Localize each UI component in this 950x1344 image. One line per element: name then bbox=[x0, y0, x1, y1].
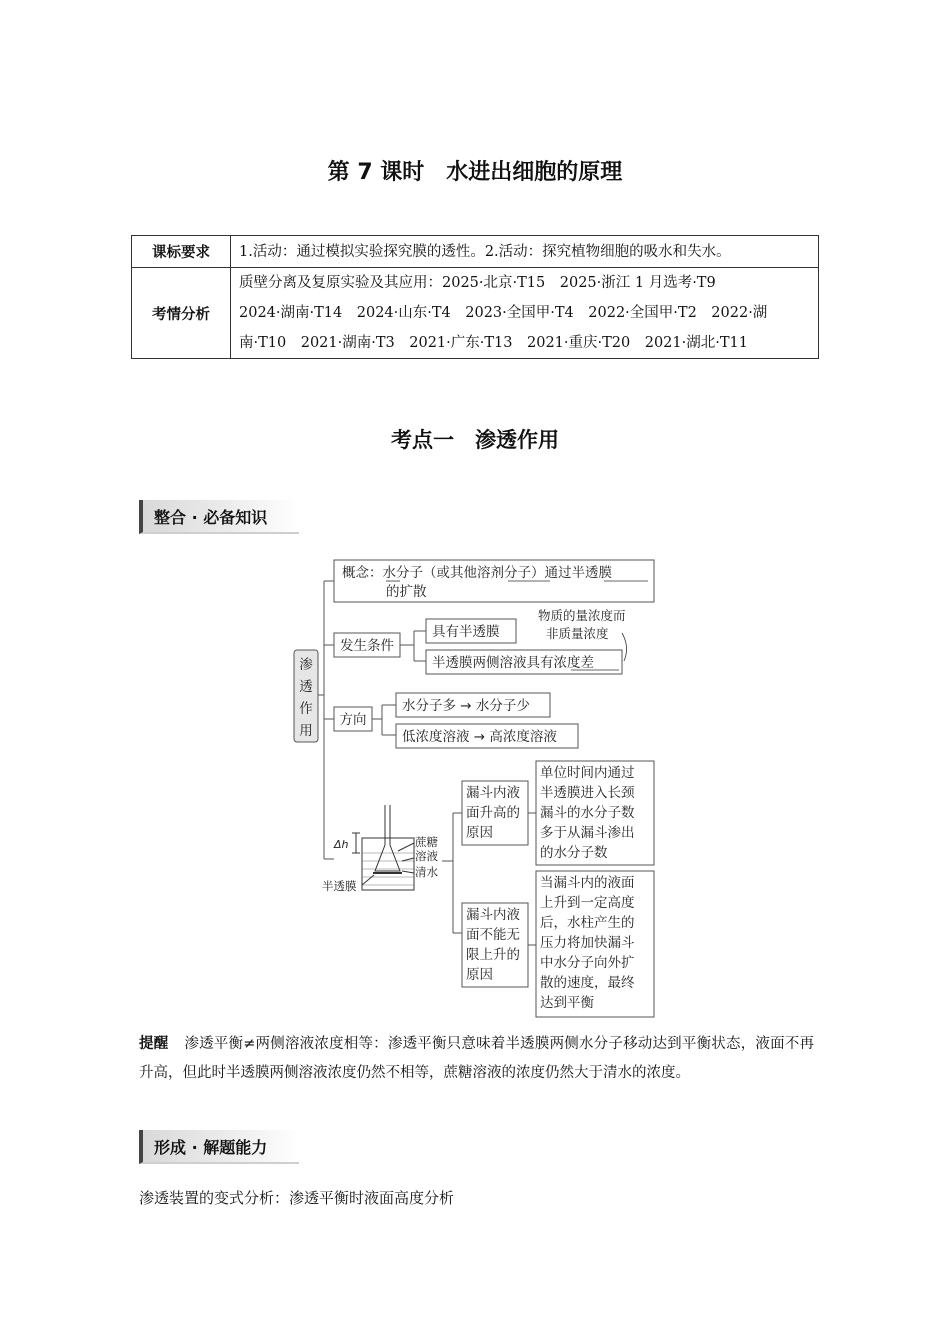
reason-stop-a-line: 上升到一定高度 bbox=[540, 895, 635, 911]
sucrose-label: 蔗糖 bbox=[415, 835, 438, 849]
section-tab-knowledge bbox=[139, 500, 299, 534]
reason-stop-a-line: 达到平衡 bbox=[540, 995, 594, 1011]
reason-rise-q-line: 原因 bbox=[466, 825, 493, 841]
row-content-analysis bbox=[231, 268, 819, 359]
reason-rise-q-line: 面升高的 bbox=[466, 805, 520, 821]
reminder-text: 渗透平衡≠两侧溶液浓度相等：渗透平衡只意味着半透膜两侧水分子移动达到平衡状态，液面不再升高，但此时半透膜两侧溶液浓度仍然不相等，蔗糖溶液的浓度仍然大于清水的浓度。 bbox=[139, 1036, 814, 1081]
analysis-line: 2024·湖南·T14 2024·山东·T4 2023·全国甲·T4 2022·全国甲·T2 2022·湖 bbox=[239, 305, 768, 321]
reason-rise-a-line: 半透膜进入长颈 bbox=[540, 785, 635, 801]
osmosis-concept-map bbox=[290, 555, 670, 1025]
row-label-curriculum: 课标要求 bbox=[132, 236, 231, 268]
tab-label: 形成 · 解题能力 bbox=[154, 1138, 268, 1157]
reason-stop-a-line: 散的速度，最终 bbox=[540, 975, 635, 991]
annotation-line: 物质的量浓度而 bbox=[538, 608, 626, 623]
row-label-analysis: 考情分析 bbox=[132, 268, 231, 359]
condition-label: 发生条件 bbox=[340, 638, 394, 654]
reason-stop-q-line: 原因 bbox=[466, 967, 493, 983]
section-title: 考点一 渗透作用 bbox=[391, 428, 559, 452]
reason-rise-a-line: 单位时间内通过 bbox=[540, 765, 635, 781]
section-tab-ability bbox=[139, 1130, 299, 1164]
reason-stop-a-line: 后，水柱产生的 bbox=[540, 915, 635, 931]
table-row bbox=[132, 268, 819, 359]
annotation-line: 非质量浓度 bbox=[546, 626, 609, 641]
reason-stop-q-line: 漏斗内液 bbox=[466, 907, 520, 923]
reason-stop-a-line: 压力将加快漏斗 bbox=[540, 935, 635, 951]
page-title: 第 7 课时 水进出细胞的原理 bbox=[327, 160, 623, 185]
subheading: 渗透装置的变式分析：渗透平衡时液面高度分析 bbox=[139, 1189, 455, 1207]
sucrose-label: 溶液 bbox=[415, 849, 438, 863]
root-char: 作 bbox=[299, 701, 313, 717]
table-row bbox=[132, 236, 819, 268]
direction-label: 方向 bbox=[339, 712, 367, 728]
reason-rise-a-line: 多于从漏斗渗出 bbox=[540, 825, 635, 841]
reminder-label: 提醒 bbox=[139, 1036, 169, 1052]
concept-line: 的扩散 bbox=[386, 584, 427, 600]
osmosis-apparatus bbox=[352, 805, 414, 890]
direction-item-text: 低浓度溶液 → 高浓度溶液 bbox=[402, 729, 557, 745]
delta-h-label: Δh bbox=[334, 838, 349, 851]
reason-rise-a-line: 的水分子数 bbox=[540, 845, 608, 861]
condition-item-text: 具有半透膜 bbox=[432, 624, 500, 640]
direction-item-text: 水分子多 → 水分子少 bbox=[402, 698, 530, 714]
reason-stop-q-line: 限上升的 bbox=[466, 947, 520, 963]
root-char: 透 bbox=[299, 679, 313, 695]
condition-item-text: 半透膜两侧溶液具有浓度差 bbox=[432, 655, 594, 671]
root-char: 渗 bbox=[299, 657, 313, 673]
annotation-arrow bbox=[622, 633, 627, 661]
reason-stop-q-line: 面不能无 bbox=[466, 927, 520, 943]
reason-rise-q-line: 漏斗内液 bbox=[466, 785, 520, 801]
reminder-note bbox=[139, 1030, 814, 1088]
main-bracket bbox=[318, 581, 334, 859]
analysis-line: 南·T10 2021·湖南·T3 2021·广东·T13 2021·重庆·T20 2021·湖北·T11 bbox=[239, 335, 748, 351]
analysis-line: 质壁分离及复原实验及其应用：2025·北京·T15 2025·浙江 1 月选考·T9 bbox=[239, 275, 716, 291]
row-content-curriculum: 1.活动：通过模拟实验探究膜的透性。2.活动：探究植物细胞的吸水和失水。 bbox=[231, 236, 819, 268]
reason-stop-a-line: 中水分子向外扩 bbox=[540, 955, 635, 971]
concept-line: 概念：水分子（或其他溶剂分子）通过半透膜 bbox=[342, 565, 612, 581]
reason-stop-a-line: 当漏斗内的液面 bbox=[540, 875, 635, 891]
membrane-label: 半透膜 bbox=[322, 879, 357, 893]
requirements-table bbox=[131, 235, 819, 359]
tab-label: 整合 · 必备知识 bbox=[154, 508, 268, 527]
reason-rise-a-line: 漏斗的水分子数 bbox=[540, 805, 635, 821]
water-label: 清水 bbox=[415, 865, 438, 879]
root-char: 用 bbox=[299, 723, 313, 739]
